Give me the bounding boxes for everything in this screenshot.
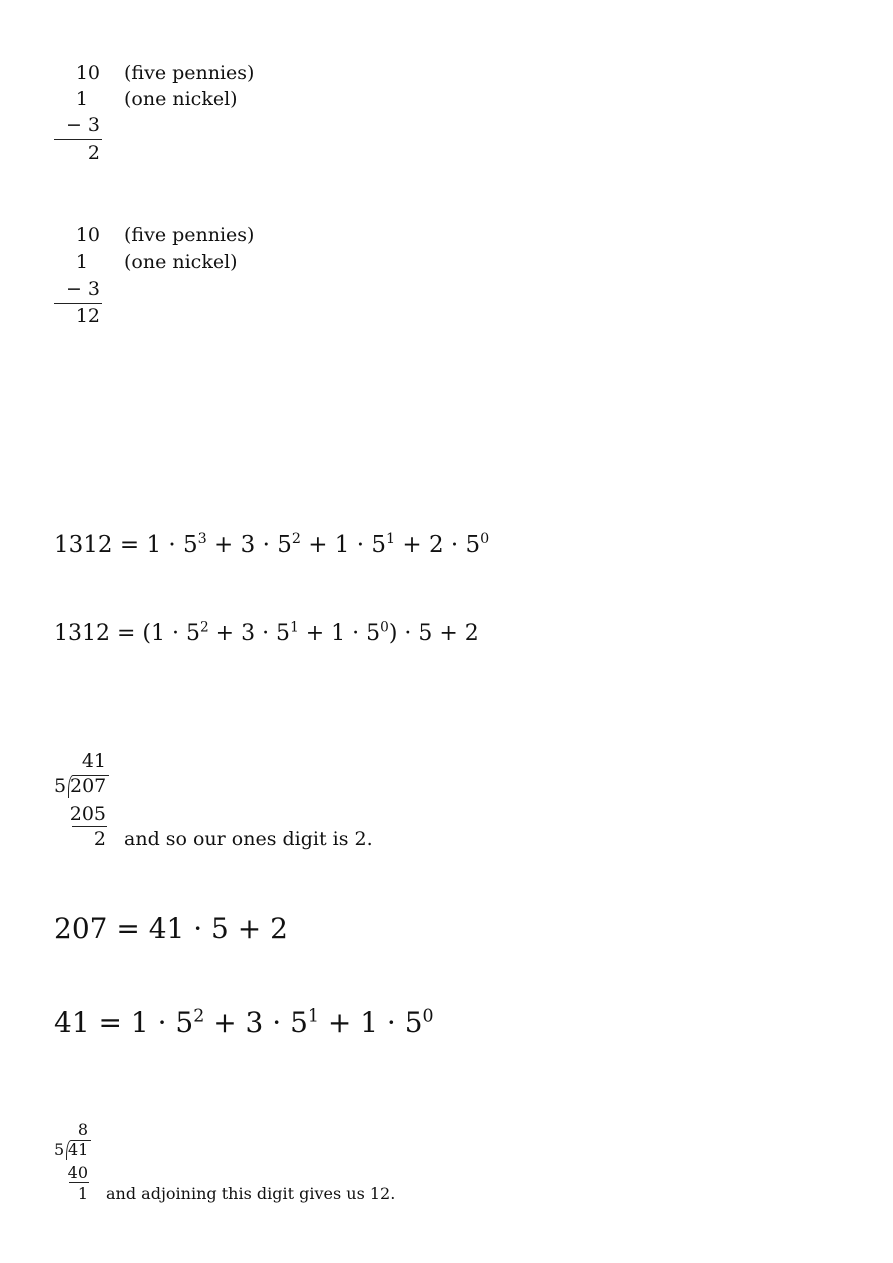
eq4-lhs: 41	[54, 1006, 90, 1039]
div1-rule	[72, 826, 107, 827]
eq2-lhs: 1312	[54, 621, 110, 646]
div2-note: and adjoining this digit gives us 12.	[106, 1184, 396, 1203]
sub2-note-2: (one nickel)	[124, 251, 238, 273]
sub1-num-2: 1	[75, 88, 88, 110]
sub2-note-1: (five pennies)	[124, 224, 255, 246]
div1-note: and so our ones digit is 2.	[124, 828, 373, 850]
sub1-rule	[54, 139, 102, 140]
equation-1: $1312 = 1 \cdot 5^3 + 3 \cdot 5^2 + 1 \cdot 5^1 + 2 \cdot 5^0$	[54, 531, 490, 558]
eq1-lhs: 1312	[54, 532, 113, 558]
equation-2: $1312 = (1 \cdot 5^2 + 3 \cdot 5^1 + 1 \cdot 5^0) \cdot 5 + 2$	[54, 619, 479, 646]
sub1-num-3: − 3	[65, 114, 100, 136]
div2-dividend: 41	[68, 1140, 89, 1159]
eq3-lhs: 207	[54, 912, 108, 945]
eq3-rhs: 41 · 5 + 2	[148, 912, 288, 945]
sub1-note-1: (five pennies)	[124, 62, 255, 84]
sub2-result: 12	[75, 305, 100, 327]
div1-dividend: 207	[70, 775, 107, 797]
long-division-2	[54, 1120, 434, 1210]
div2-product: 40	[67, 1163, 88, 1182]
div2-quotient: 8	[77, 1120, 88, 1139]
sub2-num-3: − 3	[65, 278, 100, 300]
subtraction-block-2	[54, 224, 274, 334]
div1-remainder: 2	[93, 828, 106, 850]
sub1-result: 2	[87, 142, 100, 164]
equation-3: 207 = 41 · 5 + 2	[54, 912, 288, 945]
sub1-note-2: (one nickel)	[124, 88, 238, 110]
div1-product: 205	[69, 803, 106, 825]
div2-remainder: 1	[77, 1184, 88, 1203]
sub1-num-1: 10	[75, 62, 100, 84]
sub2-num-1: 10	[75, 224, 100, 246]
long-division-1	[54, 750, 414, 860]
div2-divisor: 5	[54, 1140, 65, 1159]
div2-rule	[69, 1182, 89, 1183]
subtraction-block-1	[54, 62, 274, 172]
sub2-num-2: 1	[75, 251, 88, 273]
sub2-rule	[54, 303, 102, 304]
div1-divisor: 5	[54, 775, 67, 797]
div1-quotient: 41	[81, 750, 106, 772]
equation-4: $41 = 1 \cdot 5^2 + 3 \cdot 5^1 + 1 \cdot 5^0$	[54, 1006, 434, 1039]
